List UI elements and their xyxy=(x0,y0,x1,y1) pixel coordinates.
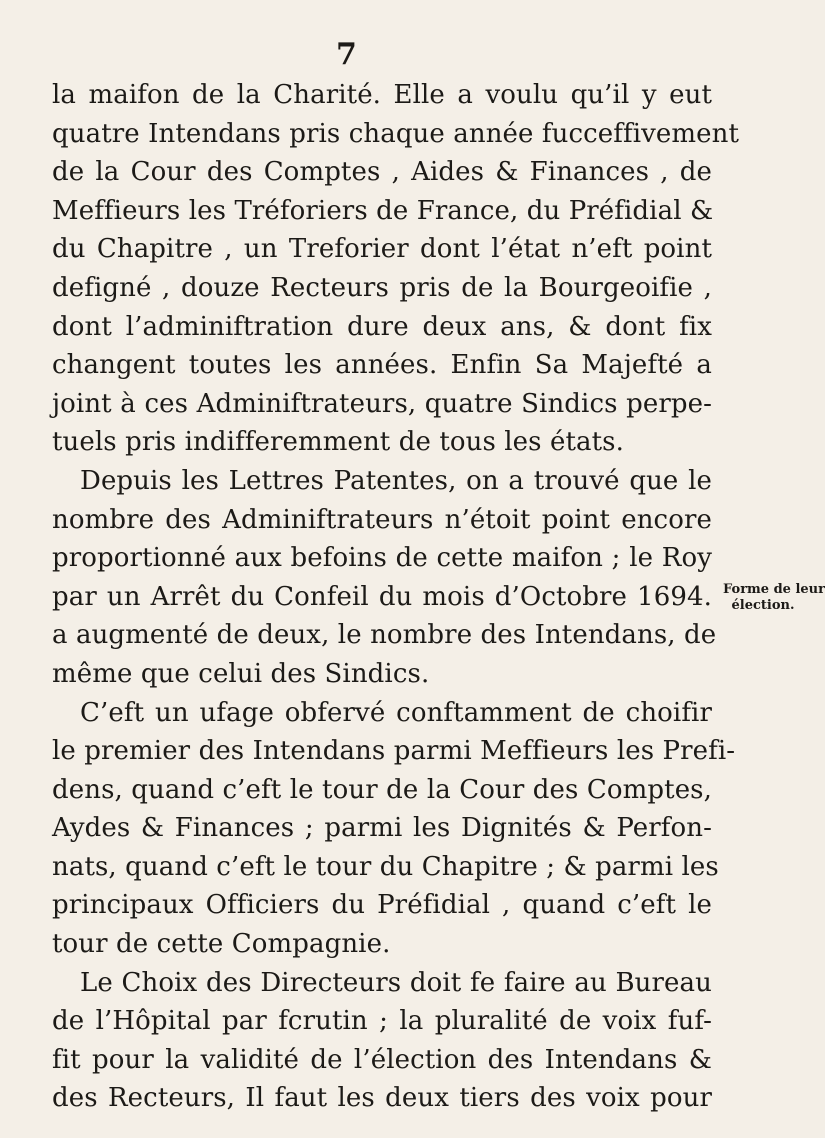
text-line: tour de cette Compagnie. xyxy=(52,929,391,960)
text-line: quatre Intendans pris chaque année fucceffivement xyxy=(52,118,740,149)
text-line: nombre des Adminiftrateurs n’étoit point encore xyxy=(52,504,712,535)
text-line: nats, quand c’eft le tour du Chapitre ; & parmi les xyxy=(52,851,719,882)
text-line: changent toutes les années. Enfin Sa Majefté a xyxy=(52,350,712,381)
text-line: dens, quand c’eft le tour de la Cour des Comptes, xyxy=(52,774,712,805)
margin-note xyxy=(723,582,825,614)
text-line: la maifon de la Charité. Elle a voulu qu’il y eut xyxy=(52,80,712,110)
margin-note-line: Forme de leur xyxy=(723,582,825,597)
body-text xyxy=(52,76,740,1118)
text-line: des Recteurs, Il faut les deux tiers des voix pour xyxy=(52,1083,712,1114)
text-line: Meffieurs les Tréforiers de France, du Préfidial & xyxy=(52,195,714,226)
text-line: tuels pris indifferemment de tous les états. xyxy=(52,427,624,458)
text-line: par un Arrêt du Confeil du mois d’Octobre 1694. xyxy=(52,581,712,612)
text-line: defigné , douze Recteurs pris de la Bourgeoifie , xyxy=(52,272,712,303)
text-line: fit pour la validité de l’élection des Intendans & xyxy=(52,1044,712,1075)
text-line: Le Choix des Directeurs doit fe faire au Bureau xyxy=(80,967,712,998)
text-line: Aydes & Finances ; parmi les Dignités & Perfon- xyxy=(52,813,712,844)
margin-note-line: élection. xyxy=(731,598,795,613)
text-line: Depuis les Lettres Patentes, on a trouvé que le xyxy=(80,465,712,496)
text-line: a augmenté de deux, le nombre des Intendans, de xyxy=(52,620,717,651)
text-line: du Chapitre , un Treforier dont l’état n’eft point xyxy=(52,234,712,265)
text-line: de l’Hôpital par fcrutin ; la pluralité de voix fuf- xyxy=(52,1006,712,1037)
text-line: proportionné aux befoins de cette maifon ; le Roy xyxy=(52,543,712,574)
page-number: 7 xyxy=(336,37,357,72)
text-line: le premier des Intendans parmi Meffieurs les Prefi- xyxy=(52,736,736,767)
text-line: principaux Officiers du Préfidial , quand c’eft le xyxy=(52,890,712,921)
text-line: dont l’adminiftration dure deux ans, & dont fix xyxy=(52,311,712,342)
text-line: joint à ces Adminiftrateurs, quatre Sindics perpe- xyxy=(52,388,712,419)
text-line: de la Cour des Comptes , Aides & Finances , de xyxy=(52,157,712,188)
text-line: même que celui des Sindics. xyxy=(52,658,430,689)
text-line: C’eft un ufage obfervé conftamment de choifir xyxy=(80,697,712,728)
